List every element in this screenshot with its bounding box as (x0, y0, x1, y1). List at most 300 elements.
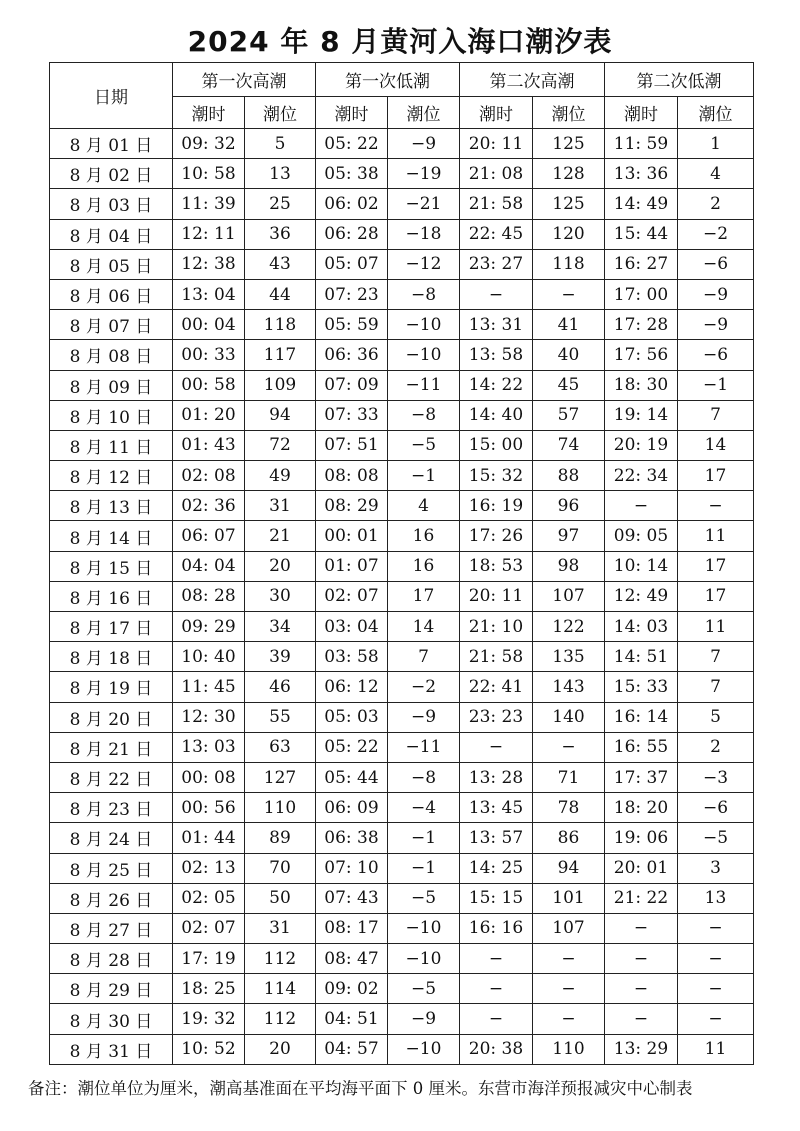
tide-level-cell: − (533, 944, 605, 974)
date-cell: 8 月 01 日 (50, 129, 173, 159)
date-cell: 8 月 27 日 (50, 913, 173, 943)
tide-time-cell: 22: 45 (460, 219, 533, 249)
tide-level-cell: −5 (388, 974, 460, 1004)
tide-time-cell: 16: 55 (605, 732, 678, 762)
tide-time-cell: 00: 08 (173, 762, 245, 792)
table-row (50, 310, 754, 340)
tide-level-cell: − (678, 913, 754, 943)
tide-level-cell: 25 (245, 189, 316, 219)
tide-level-cell: 72 (245, 430, 316, 460)
tide-time-cell: 02: 13 (173, 853, 245, 883)
tide-time-cell: 10: 14 (605, 551, 678, 581)
tide-time-cell: 17: 19 (173, 944, 245, 974)
tide-time-cell: 13: 28 (460, 762, 533, 792)
tide-level-cell: −9 (388, 1004, 460, 1034)
date-cell: 8 月 12 日 (50, 461, 173, 491)
table-row (50, 279, 754, 309)
tide-time-cell: 05: 38 (316, 159, 388, 189)
tide-level-cell: −1 (388, 823, 460, 853)
tide-level-cell: − (678, 974, 754, 1004)
tide-level-cell: 112 (245, 944, 316, 974)
level-column-header: 潮位 (533, 97, 605, 129)
tide-level-cell: − (678, 491, 754, 521)
tide-time-cell: 02: 07 (173, 913, 245, 943)
table-row (50, 823, 754, 853)
tide-time-cell: 03: 58 (316, 642, 388, 672)
tide-time-cell: 21: 58 (460, 642, 533, 672)
tide-level-cell: −2 (388, 672, 460, 702)
date-cell: 8 月 05 日 (50, 249, 173, 279)
tide-table-body (50, 129, 754, 1065)
tide-level-cell: 5 (245, 129, 316, 159)
tide-time-cell: 19: 32 (173, 1004, 245, 1034)
date-cell: 8 月 28 日 (50, 944, 173, 974)
tide-level-cell: 117 (245, 340, 316, 370)
tide-time-cell: 21: 22 (605, 883, 678, 913)
tide-level-cell: 30 (245, 581, 316, 611)
date-cell: 8 月 30 日 (50, 1004, 173, 1034)
tide-level-cell: 89 (245, 823, 316, 853)
tide-time-cell: 20: 11 (460, 581, 533, 611)
date-cell: 8 月 15 日 (50, 551, 173, 581)
tide-level-cell: 63 (245, 732, 316, 762)
level-column-header: 潮位 (678, 97, 754, 129)
tide-time-cell: 02: 08 (173, 461, 245, 491)
table-row (50, 249, 754, 279)
tide-time-cell: 04: 04 (173, 551, 245, 581)
tide-level-cell: −3 (678, 762, 754, 792)
tide-time-cell: − (605, 974, 678, 1004)
tide-level-cell: 128 (533, 159, 605, 189)
table-row (50, 793, 754, 823)
tide-level-cell: −8 (388, 400, 460, 430)
tide-time-cell: 13: 31 (460, 310, 533, 340)
tide-level-cell: 120 (533, 219, 605, 249)
date-cell: 8 月 07 日 (50, 310, 173, 340)
tide-level-cell: − (678, 1004, 754, 1034)
tide-level-cell: − (533, 279, 605, 309)
tide-time-cell: 14: 40 (460, 400, 533, 430)
tide-level-cell: −5 (678, 823, 754, 853)
tide-time-cell: 07: 33 (316, 400, 388, 430)
table-row (50, 883, 754, 913)
time-column-header: 潮时 (316, 97, 388, 129)
tide-level-cell: 43 (245, 249, 316, 279)
tide-level-cell: 118 (245, 310, 316, 340)
tide-time-cell: 00: 04 (173, 310, 245, 340)
tide-level-cell: 44 (245, 279, 316, 309)
tide-time-cell: − (460, 974, 533, 1004)
tide-time-cell: − (605, 491, 678, 521)
tide-time-cell: 01: 43 (173, 430, 245, 460)
tide-level-cell: −5 (388, 883, 460, 913)
tide-time-cell: 04: 57 (316, 1034, 388, 1064)
level-column-header: 潮位 (388, 97, 460, 129)
tide-time-cell: 05: 07 (316, 249, 388, 279)
tide-time-cell: 06: 07 (173, 521, 245, 551)
tide-level-cell: 13 (245, 159, 316, 189)
date-cell: 8 月 13 日 (50, 491, 173, 521)
tide-time-cell: 11: 59 (605, 129, 678, 159)
table-row (50, 853, 754, 883)
tide-level-cell: −5 (388, 430, 460, 460)
tide-level-cell: −6 (678, 249, 754, 279)
tide-level-cell: 14 (388, 612, 460, 642)
tide-time-cell: 16: 14 (605, 702, 678, 732)
table-row (50, 189, 754, 219)
date-cell: 8 月 11 日 (50, 430, 173, 460)
tide-time-cell: 20: 01 (605, 853, 678, 883)
tide-level-cell: 110 (533, 1034, 605, 1064)
tide-time-cell: 00: 01 (316, 521, 388, 551)
tide-time-cell: 04: 51 (316, 1004, 388, 1034)
tide-time-cell: 17: 56 (605, 340, 678, 370)
tide-time-cell: 13: 58 (460, 340, 533, 370)
date-cell: 8 月 24 日 (50, 823, 173, 853)
tide-time-cell: 21: 08 (460, 159, 533, 189)
date-cell: 8 月 21 日 (50, 732, 173, 762)
tide-level-cell: 16 (388, 551, 460, 581)
tide-level-cell: 122 (533, 612, 605, 642)
tide-level-cell: 34 (245, 612, 316, 642)
tide-table (49, 62, 754, 1065)
tide-time-cell: 21: 10 (460, 612, 533, 642)
tide-time-cell: 17: 28 (605, 310, 678, 340)
date-cell: 8 月 10 日 (50, 400, 173, 430)
date-cell: 8 月 06 日 (50, 279, 173, 309)
date-cell: 8 月 20 日 (50, 702, 173, 732)
tide-level-cell: 55 (245, 702, 316, 732)
tide-time-cell: 15: 44 (605, 219, 678, 249)
tide-level-cell: −9 (388, 129, 460, 159)
footnote: 备注：潮位单位为厘米，潮高基准面在平均海平面下 0 厘米。东营市海洋预报减灾中心制表 (28, 1079, 693, 1098)
tide-level-cell: 45 (533, 370, 605, 400)
table-row (50, 913, 754, 943)
tide-time-cell: 03: 04 (316, 612, 388, 642)
tide-time-cell: 16: 16 (460, 913, 533, 943)
tide-level-cell: 46 (245, 672, 316, 702)
tide-time-cell: 08: 17 (316, 913, 388, 943)
tide-time-cell: 10: 40 (173, 642, 245, 672)
date-cell: 8 月 08 日 (50, 340, 173, 370)
tide-time-cell: 12: 38 (173, 249, 245, 279)
table-row (50, 400, 754, 430)
table-row (50, 944, 754, 974)
tide-level-cell: 4 (678, 159, 754, 189)
date-cell: 8 月 16 日 (50, 581, 173, 611)
tide-time-cell: 11: 39 (173, 189, 245, 219)
tide-level-cell: −2 (678, 219, 754, 249)
tide-time-cell: 13: 04 (173, 279, 245, 309)
tide-time-cell: 00: 56 (173, 793, 245, 823)
tide-time-cell: 18: 53 (460, 551, 533, 581)
tide-time-cell: 15: 00 (460, 430, 533, 460)
table-row (50, 672, 754, 702)
tide-level-cell: 2 (678, 732, 754, 762)
tide-level-cell: −1 (388, 461, 460, 491)
tide-time-cell: 06: 12 (316, 672, 388, 702)
tide-time-cell: 05: 22 (316, 129, 388, 159)
tide-time-cell: 01: 20 (173, 400, 245, 430)
tide-time-cell: − (460, 279, 533, 309)
tide-level-cell: −21 (388, 189, 460, 219)
tide-time-cell: 13: 29 (605, 1034, 678, 1064)
tide-time-cell: 06: 28 (316, 219, 388, 249)
tide-time-cell: − (605, 944, 678, 974)
tide-time-cell: 05: 22 (316, 732, 388, 762)
table-row (50, 521, 754, 551)
tide-level-cell: 1 (678, 129, 754, 159)
tide-level-cell: −11 (388, 370, 460, 400)
tide-level-cell: −10 (388, 310, 460, 340)
date-cell: 8 月 03 日 (50, 189, 173, 219)
tide-level-cell: −11 (388, 732, 460, 762)
tide-time-cell: 15: 32 (460, 461, 533, 491)
tide-time-cell: 09: 05 (605, 521, 678, 551)
tide-level-cell: 94 (533, 853, 605, 883)
tide-time-cell: 15: 33 (605, 672, 678, 702)
tide-level-cell: 11 (678, 612, 754, 642)
tide-level-cell: 17 (388, 581, 460, 611)
tide-level-cell: 50 (245, 883, 316, 913)
tide-level-cell: 143 (533, 672, 605, 702)
tide-time-cell: 13: 57 (460, 823, 533, 853)
tide-time-cell: 13: 36 (605, 159, 678, 189)
tide-time-cell: 08: 28 (173, 581, 245, 611)
tide-level-cell: −9 (678, 279, 754, 309)
tide-level-cell: 110 (245, 793, 316, 823)
tide-level-cell: 21 (245, 521, 316, 551)
time-column-header: 潮时 (173, 97, 245, 129)
tide-level-cell: −6 (678, 793, 754, 823)
tide-level-cell: −10 (388, 1034, 460, 1064)
date-cell: 8 月 25 日 (50, 853, 173, 883)
time-column-header: 潮时 (460, 97, 533, 129)
tide-time-cell: 17: 00 (605, 279, 678, 309)
tide-time-cell: 16: 27 (605, 249, 678, 279)
tide-time-cell: 07: 10 (316, 853, 388, 883)
date-cell: 8 月 19 日 (50, 672, 173, 702)
tide-level-cell: − (678, 944, 754, 974)
tide-time-cell: 10: 52 (173, 1034, 245, 1064)
table-row (50, 762, 754, 792)
page-title: 2024 年 8 月黄河入海口潮汐表 (187, 25, 613, 58)
tide-level-cell: 71 (533, 762, 605, 792)
table-row (50, 1004, 754, 1034)
tide-time-cell: 09: 29 (173, 612, 245, 642)
date-cell: 8 月 02 日 (50, 159, 173, 189)
tide-time-cell: 12: 49 (605, 581, 678, 611)
tide-level-cell: −10 (388, 944, 460, 974)
tide-level-cell: 39 (245, 642, 316, 672)
tide-level-cell: 17 (678, 581, 754, 611)
tide-level-cell: 96 (533, 491, 605, 521)
tide-level-cell: 101 (533, 883, 605, 913)
tide-level-cell: −9 (388, 702, 460, 732)
tide-time-cell: 14: 22 (460, 370, 533, 400)
tide-time-cell: − (605, 913, 678, 943)
tide-time-cell: 21: 58 (460, 189, 533, 219)
tide-level-cell: 97 (533, 521, 605, 551)
tide-time-cell: − (605, 1004, 678, 1034)
tide-level-cell: 31 (245, 491, 316, 521)
table-row (50, 430, 754, 460)
table-row (50, 491, 754, 521)
tide-time-cell: 07: 09 (316, 370, 388, 400)
date-column-header: 日期 (50, 63, 173, 129)
tide-time-cell: − (460, 732, 533, 762)
tide-time-cell: 08: 47 (316, 944, 388, 974)
tide-level-cell: 20 (245, 1034, 316, 1064)
date-cell: 8 月 31 日 (50, 1034, 173, 1064)
date-cell: 8 月 18 日 (50, 642, 173, 672)
table-row (50, 974, 754, 1004)
tide-level-cell: 11 (678, 1034, 754, 1064)
table-row (50, 340, 754, 370)
tide-level-cell: 127 (245, 762, 316, 792)
tide-time-cell: 06: 38 (316, 823, 388, 853)
tide-level-cell: 57 (533, 400, 605, 430)
tide-time-cell: 00: 33 (173, 340, 245, 370)
tide-level-cell: 4 (388, 491, 460, 521)
tide-time-cell: 13: 45 (460, 793, 533, 823)
tide-time-cell: 08: 29 (316, 491, 388, 521)
tide-level-cell: 112 (245, 1004, 316, 1034)
tide-level-cell: 98 (533, 551, 605, 581)
group-header-second-high: 第二次高潮 (460, 63, 605, 97)
tide-level-cell: 36 (245, 219, 316, 249)
tide-level-cell: −12 (388, 249, 460, 279)
date-cell: 8 月 23 日 (50, 793, 173, 823)
tide-time-cell: 14: 03 (605, 612, 678, 642)
tide-level-cell: 109 (245, 370, 316, 400)
tide-time-cell: 18: 20 (605, 793, 678, 823)
tide-level-cell: 86 (533, 823, 605, 853)
tide-level-cell: 74 (533, 430, 605, 460)
tide-level-cell: 88 (533, 461, 605, 491)
table-row (50, 219, 754, 249)
table-row (50, 1034, 754, 1064)
tide-time-cell: 20: 19 (605, 430, 678, 460)
tide-time-cell: 16: 19 (460, 491, 533, 521)
group-header-first-low: 第一次低潮 (316, 63, 460, 97)
date-cell: 8 月 17 日 (50, 612, 173, 642)
table-row (50, 612, 754, 642)
tide-level-cell: −4 (388, 793, 460, 823)
tide-level-cell: −1 (678, 370, 754, 400)
tide-time-cell: 07: 23 (316, 279, 388, 309)
tide-level-cell: 41 (533, 310, 605, 340)
tide-level-cell: 13 (678, 883, 754, 913)
tide-level-cell: −10 (388, 913, 460, 943)
tide-level-cell: 107 (533, 581, 605, 611)
date-cell: 8 月 04 日 (50, 219, 173, 249)
tide-time-cell: 09: 02 (316, 974, 388, 1004)
tide-level-cell: 11 (678, 521, 754, 551)
tide-level-cell: 5 (678, 702, 754, 732)
tide-time-cell: 12: 30 (173, 702, 245, 732)
tide-time-cell: 13: 03 (173, 732, 245, 762)
tide-level-cell: 3 (678, 853, 754, 883)
tide-level-cell: 107 (533, 913, 605, 943)
table-row (50, 702, 754, 732)
tide-time-cell: 01: 44 (173, 823, 245, 853)
tide-time-cell: 00: 58 (173, 370, 245, 400)
tide-time-cell: 20: 38 (460, 1034, 533, 1064)
tide-time-cell: 14: 25 (460, 853, 533, 883)
tide-level-cell: −9 (678, 310, 754, 340)
date-cell: 8 月 09 日 (50, 370, 173, 400)
group-header-second-low: 第二次低潮 (605, 63, 754, 97)
tide-level-cell: − (533, 974, 605, 1004)
tide-time-cell: 18: 25 (173, 974, 245, 1004)
tide-level-cell: 7 (678, 672, 754, 702)
tide-level-cell: 125 (533, 129, 605, 159)
tide-time-cell: 09: 32 (173, 129, 245, 159)
tide-time-cell: 23: 23 (460, 702, 533, 732)
tide-time-cell: 19: 06 (605, 823, 678, 853)
table-row (50, 461, 754, 491)
table-row (50, 642, 754, 672)
tide-time-cell: − (460, 944, 533, 974)
tide-level-cell: −8 (388, 279, 460, 309)
tide-level-cell: −1 (388, 853, 460, 883)
tide-time-cell: 08: 08 (316, 461, 388, 491)
tide-level-cell: 2 (678, 189, 754, 219)
tide-level-cell: 114 (245, 974, 316, 1004)
tide-level-cell: 78 (533, 793, 605, 823)
tide-time-cell: 06: 09 (316, 793, 388, 823)
tide-level-cell: 31 (245, 913, 316, 943)
tide-level-cell: 7 (678, 400, 754, 430)
tide-time-cell: 02: 36 (173, 491, 245, 521)
tide-level-cell: 7 (388, 642, 460, 672)
tide-time-cell: 19: 14 (605, 400, 678, 430)
level-column-header: 潮位 (245, 97, 316, 129)
tide-level-cell: 118 (533, 249, 605, 279)
tide-time-cell: 02: 05 (173, 883, 245, 913)
tide-time-cell: 17: 37 (605, 762, 678, 792)
tide-time-cell: 05: 59 (316, 310, 388, 340)
date-cell: 8 月 29 日 (50, 974, 173, 1004)
table-row (50, 732, 754, 762)
tide-time-cell: 02: 07 (316, 581, 388, 611)
table-row (50, 370, 754, 400)
group-header-first-high: 第一次高潮 (173, 63, 316, 97)
tide-level-cell: −8 (388, 762, 460, 792)
tide-level-cell: 140 (533, 702, 605, 732)
tide-time-cell: 23: 27 (460, 249, 533, 279)
date-cell: 8 月 22 日 (50, 762, 173, 792)
date-cell: 8 月 14 日 (50, 521, 173, 551)
tide-time-cell: 20: 11 (460, 129, 533, 159)
tide-level-cell: 14 (678, 430, 754, 460)
tide-level-cell: 7 (678, 642, 754, 672)
table-row (50, 551, 754, 581)
tide-time-cell: − (460, 1004, 533, 1034)
tide-level-cell: −6 (678, 340, 754, 370)
tide-level-cell: 70 (245, 853, 316, 883)
tide-level-cell: 17 (678, 461, 754, 491)
tide-level-cell: 135 (533, 642, 605, 672)
tide-level-cell: 16 (388, 521, 460, 551)
tide-time-cell: 10: 58 (173, 159, 245, 189)
tide-time-cell: 22: 34 (605, 461, 678, 491)
table-row (50, 159, 754, 189)
tide-level-cell: 40 (533, 340, 605, 370)
tide-level-cell: −10 (388, 340, 460, 370)
date-cell: 8 月 26 日 (50, 883, 173, 913)
